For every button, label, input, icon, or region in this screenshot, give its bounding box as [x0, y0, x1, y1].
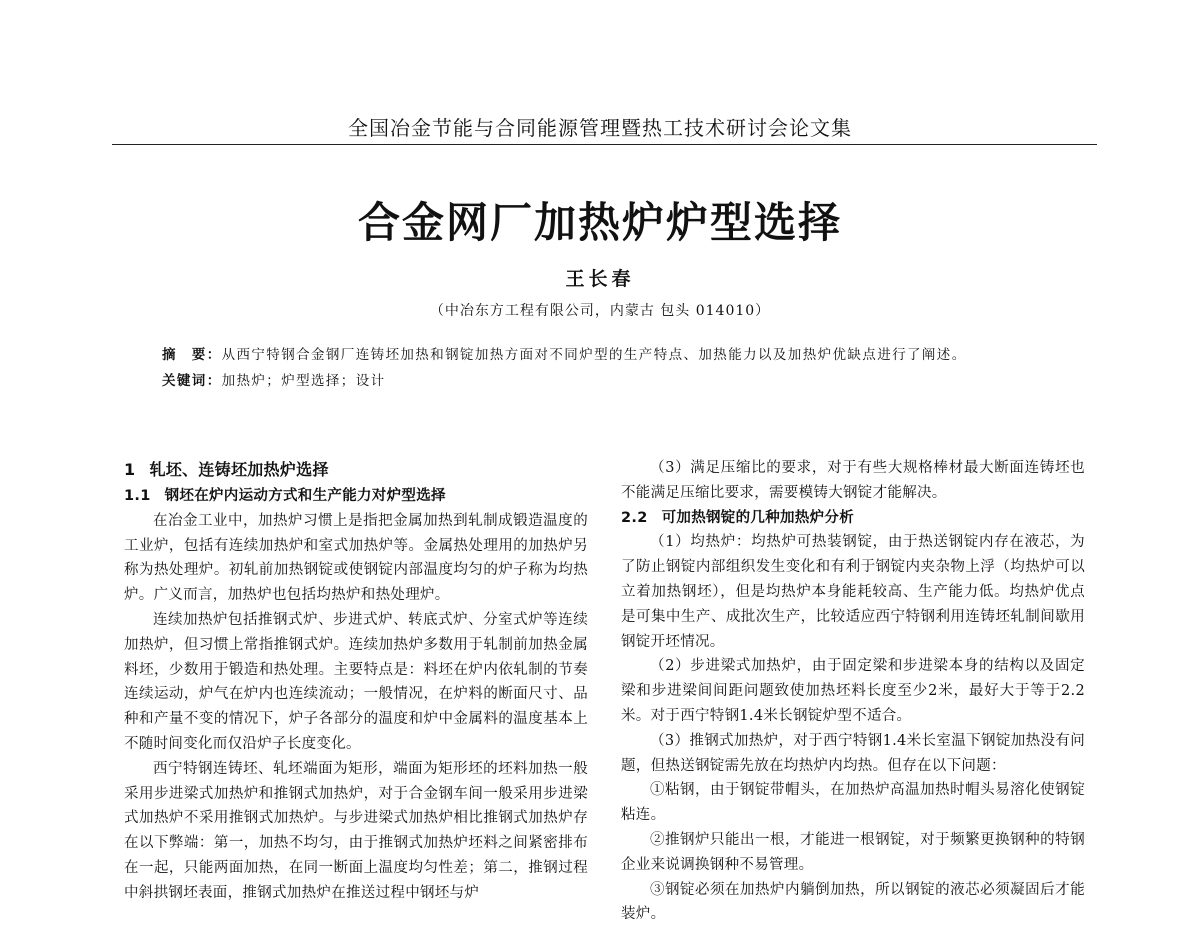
section-1-heading	[124, 456, 588, 484]
header-rule	[112, 144, 1097, 145]
subsection-2-2-heading	[621, 506, 1085, 531]
body-paragraph: （3）推钢式加热炉，对于西宁特钢1.4米长室温下钢锭加热没有问题，但热送钢锭需先放在均热炉内均热。但存在以下问题：	[621, 732, 1085, 774]
body-paragraph: ①粘钢，由于钢锭带帽头，在加热炉高温加热时帽头易溶化使钢锭粘连。	[621, 782, 1085, 824]
body-paragraph: （2）步进梁式加热炉，由于固定梁和步进梁本身的结构以及固定梁和步进梁间间距问题致使加热坯料长度至少2米，最好大于等于2.2米。对于西宁特钢1.4米长钢锭炉型不适合。	[621, 658, 1085, 724]
left-column	[124, 456, 588, 906]
subsection-title: 钢坯在炉内运动方式和生产能力对炉型选择	[164, 488, 446, 504]
body-paragraph: 西宁特钢连铸坯、轧坯端面为矩形，端面为矩形坯的坯料加热一般采用步进梁式加热炉和推钢式加热炉，对于合金钢车间一般采用步进梁式加热炉不采用推钢式加热炉。与步进梁式加热炉相比推钢式加热炉存在以下弊端：第一，加热不均匀，由于推钢式加热炉坯料之间紧密排布在一起，只能两面加热，在同一断面上温度均匀性差；第二，推钢过程中斜拱钢坯表面，推钢式加热炉在推送过程中钢坯与炉	[124, 760, 588, 901]
abstract	[124, 342, 1084, 394]
running-head: 全国冶金节能与合同能源管理暨热工技术研讨会论文集	[348, 116, 852, 140]
section-title: 轧坯、连铸坯加热炉选择	[149, 460, 329, 479]
keywords-label: 关键词：	[162, 373, 222, 389]
abstract-paragraph	[124, 342, 1084, 368]
abstract-label: 摘 要：	[162, 347, 222, 363]
body-paragraph: （1）均热炉：均热炉可热装钢锭，由于热送钢锭内存在液芯，为了防止钢锭内部组织发生变化和有利于钢锭内夹杂物上浮（均热炉可以立着加热钢坯），但是均热炉本身能耗较高、生产能力低。均热炉优点是可集中生产、成批次生产，比较适应西宁特钢利用连铸坯轧制间歇用钢锭开坯情况。	[621, 534, 1085, 650]
paper-title: 合金网厂加热炉炉型选择	[357, 198, 842, 247]
body-paragraph: ②推钢炉只能出一根，才能进一根钢锭，对于频繁更换钢种的特钢企业来说调换钢种不易管理。	[621, 831, 1085, 873]
subsection-number: 1.1	[124, 488, 151, 504]
keywords-line	[124, 368, 1084, 394]
keywords-text: 加热炉；炉型选择；设计	[221, 373, 386, 389]
subsection-1-1-heading	[124, 484, 588, 509]
body-paragraph: （3）满足压缩比的要求，对于有些大规格棒材最大断面连铸坯也不能满足压缩比要求，需要模铸大钢锭才能解决。	[621, 460, 1085, 501]
affiliation: （中冶东方工程有限公司，内蒙古 包头 014010）	[429, 303, 771, 319]
right-column	[621, 456, 1085, 927]
body-paragraph: ③钢锭必须在加热炉内躺倒加热，所以钢锭的液芯必须凝固后才能装炉。	[621, 881, 1085, 923]
author: 王长春	[565, 268, 635, 290]
abstract-text: 从西宁特钢合金钢厂连铸坯加热和钢锭加热方面对不同炉型的生产特点、加热能力以及加热炉优缺点进行了阐述。	[221, 347, 967, 363]
section-number: 1	[124, 460, 136, 479]
subsection-title: 可加热钢锭的几种加热炉分析	[661, 509, 854, 526]
subsection-number: 2.2	[621, 509, 648, 526]
body-paragraph: 在冶金工业中，加热炉习惯上是指把金属加热到轧制成锻造温度的工业炉，包括有连续加热炉和室式加热炉等。金属热处理用的加热炉另称为热处理炉。初轧前加热钢锭或使钢锭内部温度均匀的炉子称为均热炉。广义而言，加热炉也包括均热炉和热处理炉。	[124, 512, 588, 604]
body-paragraph: 连续加热炉包括推钢式炉、步进式炉、转底式炉、分室式炉等连续加热炉，但习惯上常指推钢式炉。连续加热炉多数用于轧制前加热金属料坯，少数用于锻造和热处理。主要特点是：料坯在炉内依轧制的节奏连续运动，炉气在炉内也连续流动；一般情况，在炉料的断面尺寸、品种和产量不变的情况下，炉子各部分的温度和炉中金属料的温度基本上不随时间变化而仅沿炉子长度变化。	[124, 611, 588, 752]
